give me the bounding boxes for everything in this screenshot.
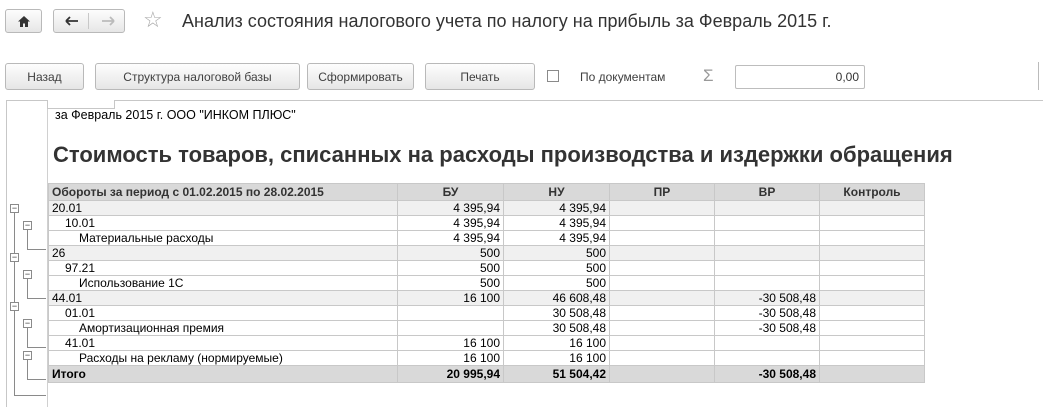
cell-vr: -30 508,48	[715, 306, 820, 321]
table-row[interactable]	[49, 246, 925, 261]
row-name: 10.01	[49, 216, 398, 231]
cell-control	[820, 321, 925, 336]
collapse-group-toggle[interactable]: −	[11, 252, 18, 262]
cell-nu: 500	[504, 246, 610, 261]
toolbar-scroll-edge	[1038, 62, 1043, 90]
cell-pr	[610, 246, 715, 261]
group-line	[14, 395, 46, 396]
table-row[interactable]	[49, 351, 925, 366]
column-header-bu: БУ	[398, 184, 504, 201]
cell-nu: 4 395,94	[504, 216, 610, 231]
row-name: 44.01	[49, 291, 398, 306]
cell-nu: 30 508,48	[504, 321, 610, 336]
collapse-group-toggle[interactable]: −	[11, 203, 18, 213]
cell-control	[820, 201, 925, 216]
cell-pr	[610, 216, 715, 231]
cell-nu: 16 100	[504, 351, 610, 366]
report-heading: Стоимость товаров, списанных на расходы производства и издержки обращения	[53, 142, 953, 167]
report-table	[48, 183, 925, 383]
cell-vr: -30 508,48	[715, 291, 820, 306]
cell-nu: 46 608,48	[504, 291, 610, 306]
tax-base-structure-button[interactable]: Структура налоговой базы	[95, 63, 300, 90]
row-name: 01.01	[49, 306, 398, 321]
table-row[interactable]	[49, 231, 925, 246]
group-line	[27, 327, 28, 347]
cell-pr	[610, 351, 715, 366]
cell-pr	[610, 231, 715, 246]
sum-field[interactable]: 0,00	[735, 65, 865, 89]
collapse-group-toggle[interactable]: −	[11, 301, 18, 311]
cell-nu: 4 395,94	[504, 201, 610, 216]
home-icon	[17, 15, 31, 28]
cell-bu: 500	[398, 276, 504, 291]
cell-control	[820, 216, 925, 231]
cell-bu: 500	[398, 246, 504, 261]
row-name: Использование 1С	[49, 276, 398, 291]
cell-vr	[715, 216, 820, 231]
table-row[interactable]	[49, 291, 925, 306]
cell-pr	[610, 291, 715, 306]
cell-bu	[398, 306, 504, 321]
back-nav-button[interactable]	[54, 10, 89, 32]
cell-pr	[610, 201, 715, 216]
cell-vr	[715, 336, 820, 351]
group-line	[27, 379, 46, 380]
row-name: 41.01	[49, 336, 398, 351]
cell-nu: 16 100	[504, 336, 610, 351]
cell-bu: 4 395,94	[398, 231, 504, 246]
collapse-group-toggle[interactable]: −	[24, 350, 31, 360]
table-row[interactable]	[49, 261, 925, 276]
total-pr	[610, 366, 715, 383]
table-header-row	[49, 184, 925, 201]
cell-vr	[715, 231, 820, 246]
back-button[interactable]: Назад	[5, 63, 84, 90]
cell-pr	[610, 336, 715, 351]
cell-vr	[715, 201, 820, 216]
page-title: Анализ состояния налогового учета по налогу на прибыль за Февраль 2015 г.	[182, 11, 832, 31]
sigma-icon: Σ	[703, 66, 714, 85]
cell-control	[820, 291, 925, 306]
report-left-rail	[6, 100, 7, 407]
star-icon[interactable]: ☆	[143, 7, 163, 32]
history-nav	[53, 9, 125, 33]
cell-vr	[715, 351, 820, 366]
total-vr: -30 508,48	[715, 366, 820, 383]
generate-button[interactable]: Сформировать	[307, 63, 414, 90]
column-header-period: Обороты за период с 01.02.2015 по 28.02.2015	[49, 184, 398, 201]
cell-vr	[715, 246, 820, 261]
cell-control	[820, 306, 925, 321]
cell-control	[820, 246, 925, 261]
print-button[interactable]: Печать	[425, 63, 535, 90]
by-documents-label: По документам	[580, 70, 666, 84]
cell-control	[820, 231, 925, 246]
by-documents-checkbox[interactable]	[547, 70, 559, 82]
group-line	[27, 347, 46, 348]
cell-nu: 30 508,48	[504, 306, 610, 321]
cell-bu: 4 395,94	[398, 216, 504, 231]
forward-nav-button[interactable]	[90, 10, 125, 32]
cell-control	[820, 336, 925, 351]
table-row[interactable]	[49, 306, 925, 321]
row-name: 26	[49, 246, 398, 261]
arrow-right-icon	[101, 16, 115, 26]
table-row[interactable]	[49, 336, 925, 351]
column-header-vr: ВР	[715, 184, 820, 201]
cell-nu: 4 395,94	[504, 231, 610, 246]
cell-bu: 4 395,94	[398, 201, 504, 216]
row-name: 97.21	[49, 261, 398, 276]
total-control	[820, 366, 925, 383]
report-subtitle: за Февраль 2015 г. ООО "ИНКОМ ПЛЮС"	[55, 108, 296, 122]
cell-pr	[610, 306, 715, 321]
cell-nu: 500	[504, 261, 610, 276]
table-row[interactable]	[49, 321, 925, 336]
row-name: Материальные расходы	[49, 231, 398, 246]
total-nu: 51 504,42	[504, 366, 610, 383]
cell-bu: 16 100	[398, 291, 504, 306]
column-header-control: Контроль	[820, 184, 925, 201]
collapse-group-toggle[interactable]: −	[24, 318, 31, 328]
collapse-group-toggle[interactable]: −	[24, 269, 31, 279]
total-label: Итого	[49, 366, 398, 383]
cell-bu	[398, 321, 504, 336]
cell-control	[820, 351, 925, 366]
cell-vr	[715, 276, 820, 291]
home-button[interactable]	[5, 9, 42, 33]
row-name: Амортизационная премия	[49, 321, 398, 336]
row-name: 20.01	[49, 201, 398, 216]
cell-vr: -30 508,48	[715, 321, 820, 336]
group-line	[27, 298, 46, 299]
cell-vr	[715, 261, 820, 276]
total-row[interactable]	[49, 366, 925, 383]
group-line	[27, 278, 28, 298]
table-row[interactable]	[49, 216, 925, 231]
group-line	[27, 229, 28, 249]
collapse-group-toggle[interactable]: −	[24, 220, 31, 230]
total-bu: 20 995,94	[398, 366, 504, 383]
table-row[interactable]	[49, 276, 925, 291]
table-row[interactable]	[49, 201, 925, 216]
nav-separator	[88, 13, 89, 29]
row-name: Расходы на рекламу (нормируемые)	[49, 351, 398, 366]
cell-pr	[610, 276, 715, 291]
column-header-nu: НУ	[504, 184, 610, 201]
column-header-pr: ПР	[610, 184, 715, 201]
cell-nu: 500	[504, 276, 610, 291]
cell-bu: 500	[398, 261, 504, 276]
group-line	[27, 249, 46, 250]
cell-control	[820, 276, 925, 291]
cell-pr	[610, 321, 715, 336]
group-line	[27, 359, 28, 379]
cell-bu: 16 100	[398, 336, 504, 351]
arrow-left-icon	[65, 16, 79, 26]
cell-pr	[610, 261, 715, 276]
cell-bu: 16 100	[398, 351, 504, 366]
cell-control	[820, 261, 925, 276]
